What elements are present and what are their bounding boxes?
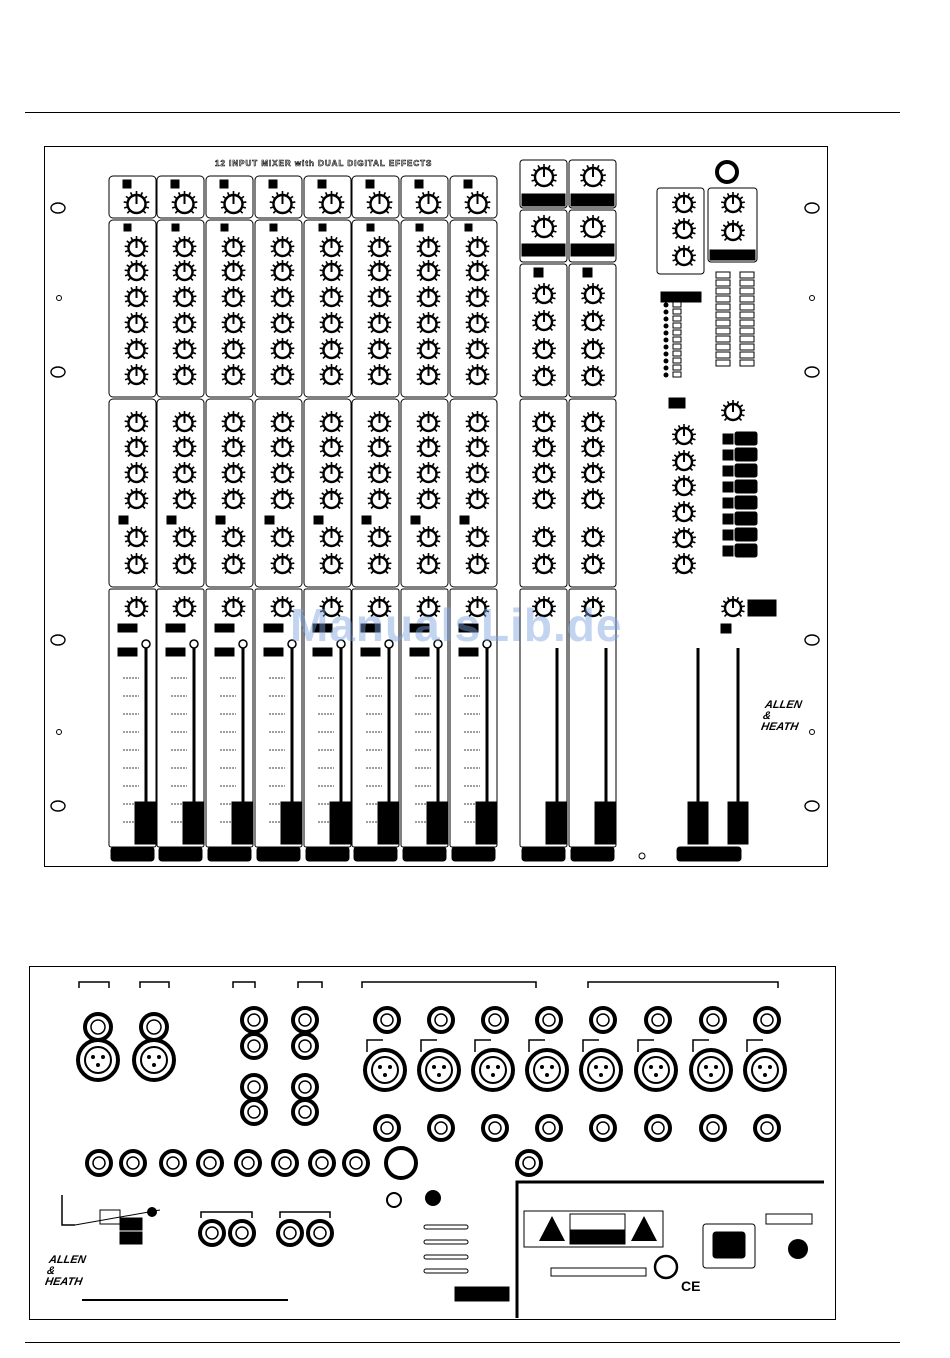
group-bracket xyxy=(588,982,778,988)
signal-line xyxy=(62,1195,75,1225)
mixer-title: 12 INPUT MIXER with DUAL DIGITAL EFFECTS xyxy=(215,159,433,168)
summing-node-icon xyxy=(147,1207,157,1217)
fuse-label xyxy=(766,1214,812,1224)
voltage-label xyxy=(551,1268,646,1276)
brand-logo-rear: ALLEN & HEATH xyxy=(44,1254,87,1288)
watermark: ManualsLib.de xyxy=(290,599,623,651)
block-diagram-box xyxy=(120,1232,142,1244)
group-bracket xyxy=(280,1212,330,1218)
legend-line xyxy=(424,1255,468,1259)
power-switch-icon xyxy=(788,1239,808,1259)
ce-mark: CE xyxy=(681,1278,701,1294)
brand-logo-front: ALLEN & HEATH xyxy=(760,699,803,733)
serial-label xyxy=(455,1287,509,1301)
xlr-symbol-icon xyxy=(387,1193,401,1207)
jack-symbol-icon xyxy=(425,1190,441,1206)
legend-line xyxy=(424,1240,468,1244)
iec-socket xyxy=(713,1232,745,1258)
group-bracket xyxy=(140,982,169,988)
block-diagram-box xyxy=(100,1210,120,1224)
block-diagram-box xyxy=(120,1218,142,1230)
group-bracket xyxy=(201,1212,252,1218)
group-bracket xyxy=(233,982,255,988)
group-bracket xyxy=(79,982,109,988)
warning-box xyxy=(570,1230,625,1244)
legend-line xyxy=(424,1225,468,1229)
legend-line xyxy=(424,1269,468,1273)
group-bracket xyxy=(298,982,322,988)
power-area-border xyxy=(517,1182,824,1318)
voltage-selector-icon xyxy=(655,1256,677,1278)
midi-din-icon xyxy=(386,1148,416,1178)
group-bracket xyxy=(362,982,536,988)
warning-box xyxy=(570,1214,625,1230)
